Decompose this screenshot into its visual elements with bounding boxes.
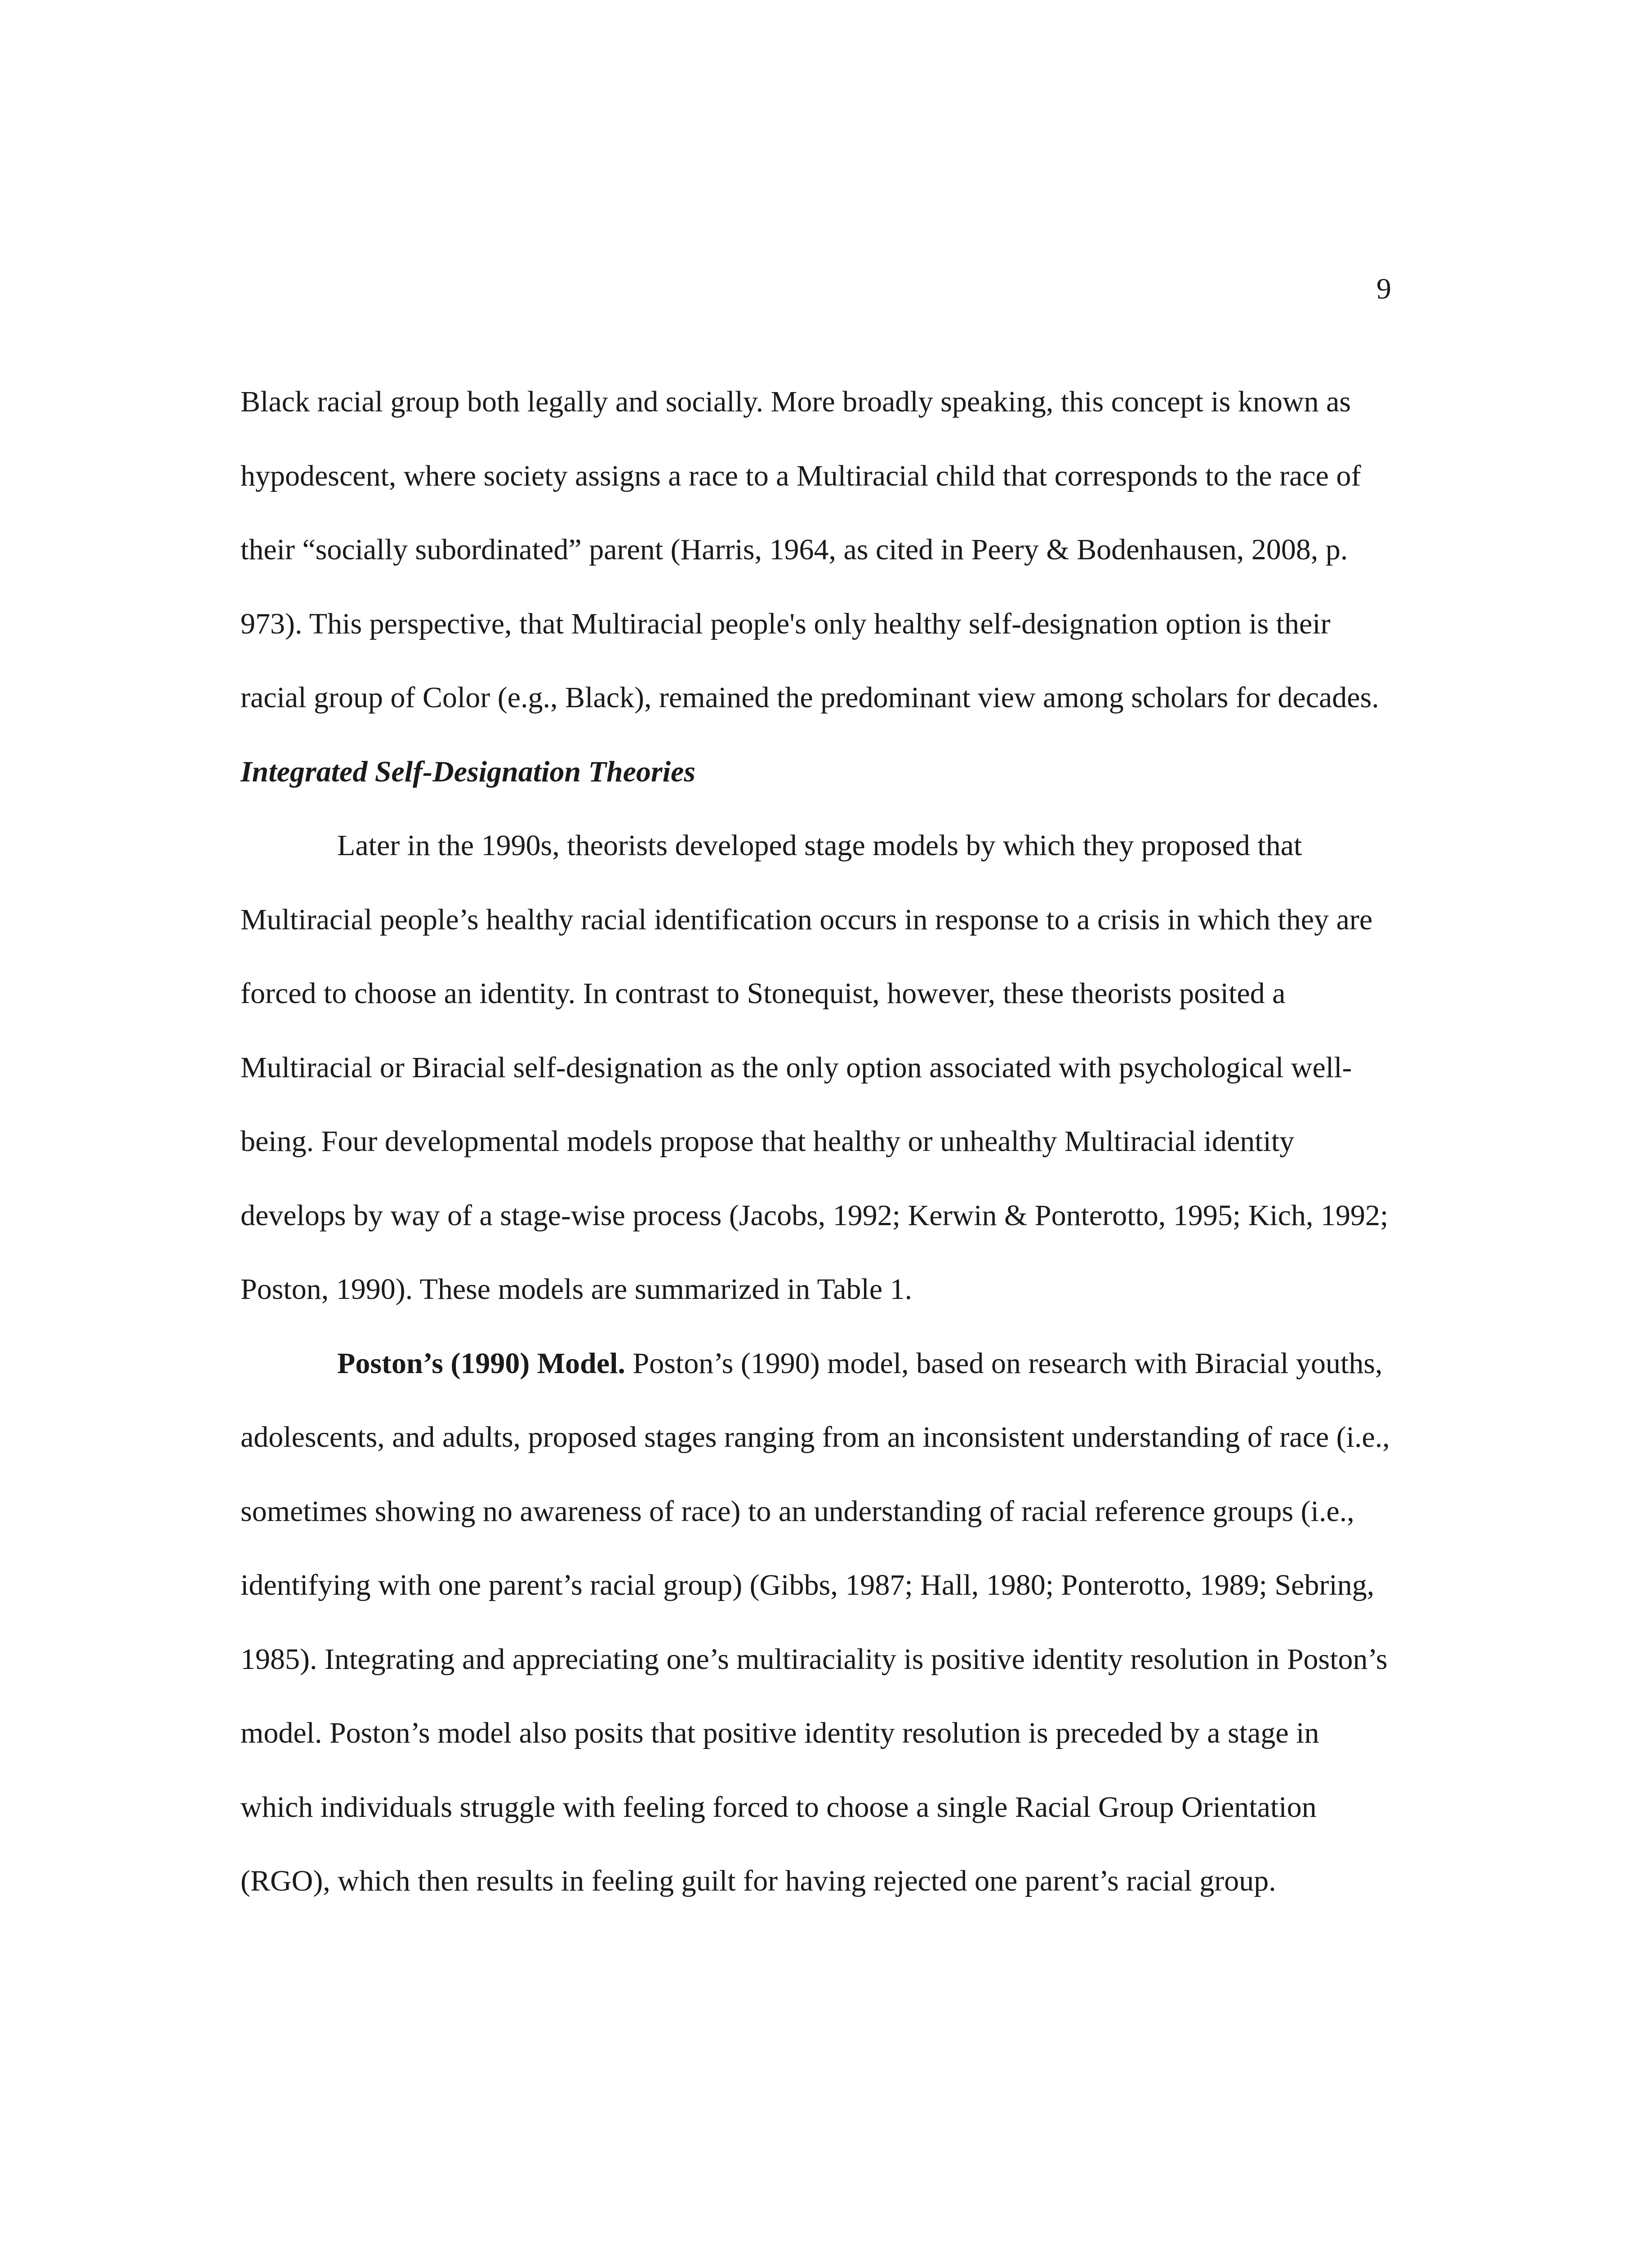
paragraph-stage-models: Later in the 1990s, theorists developed stage models by which they proposed that Multiracial people’s healthy racial identification occurs in response to a crisis in which they are forced to choose an identity. In contrast to Stonequist, however, these theorists posited a Multiracial or Biracial self-designation as the only option associated with psychological well-being. Four developmental models propose that healthy or unhealthy Multiracial identity develops by way of a stage-wise process (Jacobs, 1992; Kerwin & Ponterotto, 1995; Kich, 1992; Poston, 1990). These models are summarized in Table 1. [240, 829, 1389, 1306]
paragraph-poston-text: Poston’s (1990) model, based on research with Biracial youths, adolescents, and adults, proposed stages ranging from an inconsistent understanding of race (i.e., sometimes showing no awareness of race) to an understanding of racial reference groups (i.e., identifying with one parent’s racial group) (Gibbs, 1987; Hall, 1980; Ponterotto, 1989; Sebring, 1985). Integrating and appreciating one’s multiraciality is positive identity resolution in Poston’s model. Poston’s model also posits that positive identity resolution is preceded by a stage in which individuals struggle with feeling forced to choose a single Racial Group Orientation (RGO), which then results in feeling guilt for having rejected one parent’s racial group. [240, 1347, 1390, 1897]
paragraph-hypodescent: Black racial group both legally and socially. More broadly speaking, this concept is known as hypodescent, where society assigns a race to a Multiracial child that corresponds to the race of their “socially subordinated” parent (Harris, 1964, as cited in Peery & Bodenhausen, 2008, p. 973). This perspective, that Multiracial people's only healthy self-designation option is their racial group of Color (e.g., Black), remained the predominant view among scholars for decades. [240, 385, 1379, 714]
subsection-heading: Poston’s (1990) Model. [337, 1347, 625, 1380]
paragraph-poston-model [240, 1327, 1391, 1918]
body-text [240, 365, 1391, 1918]
page-number: 9 [1376, 272, 1391, 305]
section-heading: Integrated Self-Designation Theories [240, 755, 696, 788]
